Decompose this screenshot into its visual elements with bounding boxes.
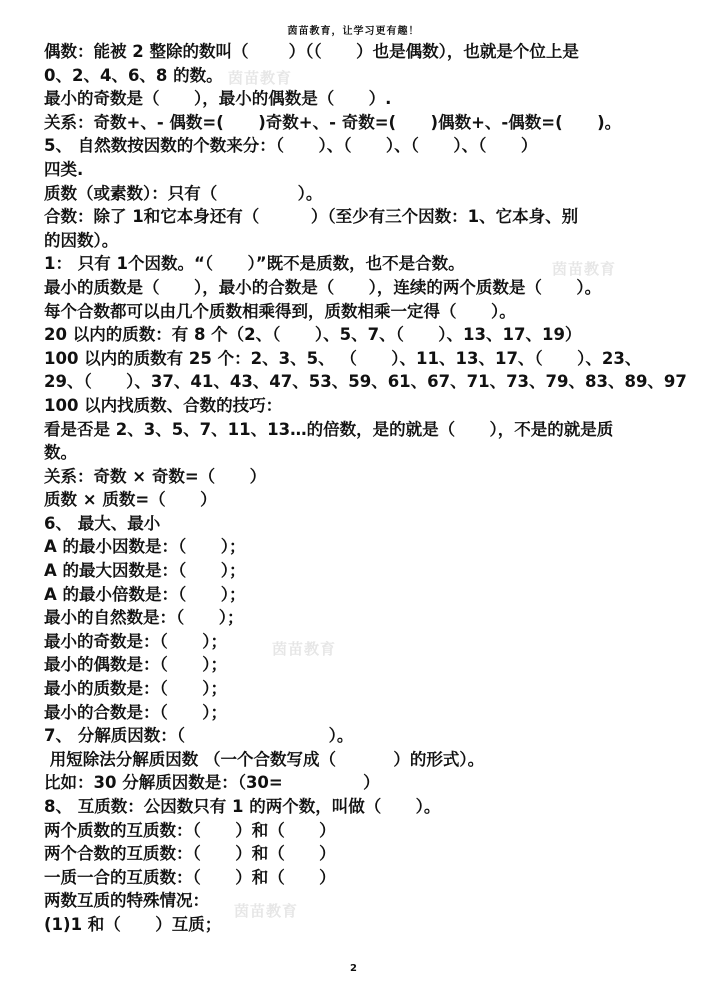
text-line: 29、（ ）、37、41、43、47、53、59、61、67、71、73、79、83、89、97 — [44, 372, 687, 392]
text-line: 100 以内找质数、合数的技巧： — [44, 395, 283, 415]
text-line: 100 以内的质数有 25 个：2、3、5、 （ ）、11、13、17、（ ）、23、 — [44, 348, 642, 368]
text-line: 8、 互质数：公因数只有 1 的两个数，叫做（ ）。 — [44, 797, 441, 816]
text-line: 最小的偶数是：（ ）； — [44, 655, 227, 675]
text-line: 四类. — [44, 159, 84, 179]
text-line: A 的最小因数是：（ ）； — [44, 537, 246, 557]
text-line: 6、 最大、最小 — [44, 513, 161, 533]
text-line: 的因数）。 — [44, 230, 119, 250]
text-line: 偶数：能被 2 整除的数叫（ ）（（ ）也是偶数），也就是个位上是 — [44, 42, 579, 61]
watermark: 茵苗教育 — [552, 260, 617, 278]
text-line: (1)1 和（ ）互质； — [44, 914, 222, 934]
text-line: 两数互质的特殊情况： — [44, 891, 209, 911]
text-line: 两个合数的互质数：（ ）和（ ） — [44, 844, 336, 864]
text-line: 一质一合的互质数：（ ）和（ ） — [44, 867, 336, 887]
text-line: 7、 分解质因数：（ ）。 — [44, 726, 354, 746]
document-body — [44, 40, 687, 937]
page-number: 2 — [350, 963, 357, 974]
text-line: 关系：奇数+、- 偶数=( )奇数+、- 奇数=( )偶数+、-偶数=( )。 — [44, 112, 622, 132]
text-line: 最小的奇数是：（ ）； — [44, 631, 227, 651]
text-line: 每个合数都可以由几个质数相乘得到，质数相乘一定得（ ）。 — [44, 301, 516, 321]
watermark: 茵苗教育 — [272, 640, 337, 658]
text-line: 1： 只有 1个因数。“（ ）”既不是质数，也不是合数。 — [44, 254, 465, 274]
text-line: 质数（或素数）：只有（ ）。 — [44, 183, 323, 203]
page-header: 茵苗教育，让学习更有趣！ — [287, 26, 420, 37]
text-line: 20 以内的质数：有 8 个（2、（ ）、5、7、（ ）、13、17、19） — [44, 325, 582, 345]
text-line: 数。 — [44, 443, 77, 463]
watermark: 茵苗教育 — [234, 902, 299, 920]
text-line: A 的最大因数是：（ ）； — [44, 561, 246, 581]
text-line: 0、2、4、6、8 的数。 — [44, 65, 223, 85]
text-line: 最小的质数是（ ），最小的合数是（ ），连续的两个质数是（ ）。 — [44, 277, 602, 297]
text-line: 5、 自然数按因数的个数来分：（ ）、（ ）、（ ）、（ ） — [44, 136, 538, 156]
text-line: 最小的奇数是（ ），最小的偶数是（ ）. — [44, 89, 392, 109]
text-line: 看是否是 2、3、5、7、11、13…的倍数，是的就是（ ），不是的就是质 — [44, 419, 614, 439]
text-line: 关系：奇数 × 奇数=（ ） — [44, 466, 267, 486]
text-line: 合数：除了 1和它本身还有（ ）（至少有三个因数：1、它本身、别 — [44, 207, 579, 227]
text-line: 最小的质数是：（ ）； — [44, 679, 227, 699]
text-line: 最小的合数是：（ ）； — [44, 702, 227, 722]
text-line: 质数 × 质数=（ ） — [44, 490, 217, 510]
text-line: A 的最小倍数是：（ ）； — [44, 584, 246, 604]
text-line: 最小的自然数是：（ ）； — [44, 608, 244, 628]
text-line: 比如：30 分解质因数是：（30= ） — [44, 773, 380, 793]
watermark: 茵苗教育 — [228, 69, 293, 87]
text-line: 用短除法分解质因数 （一个合数写成（ ）的形式）。 — [44, 749, 485, 769]
text-line: 两个质数的互质数：（ ）和（ ） — [44, 820, 336, 840]
